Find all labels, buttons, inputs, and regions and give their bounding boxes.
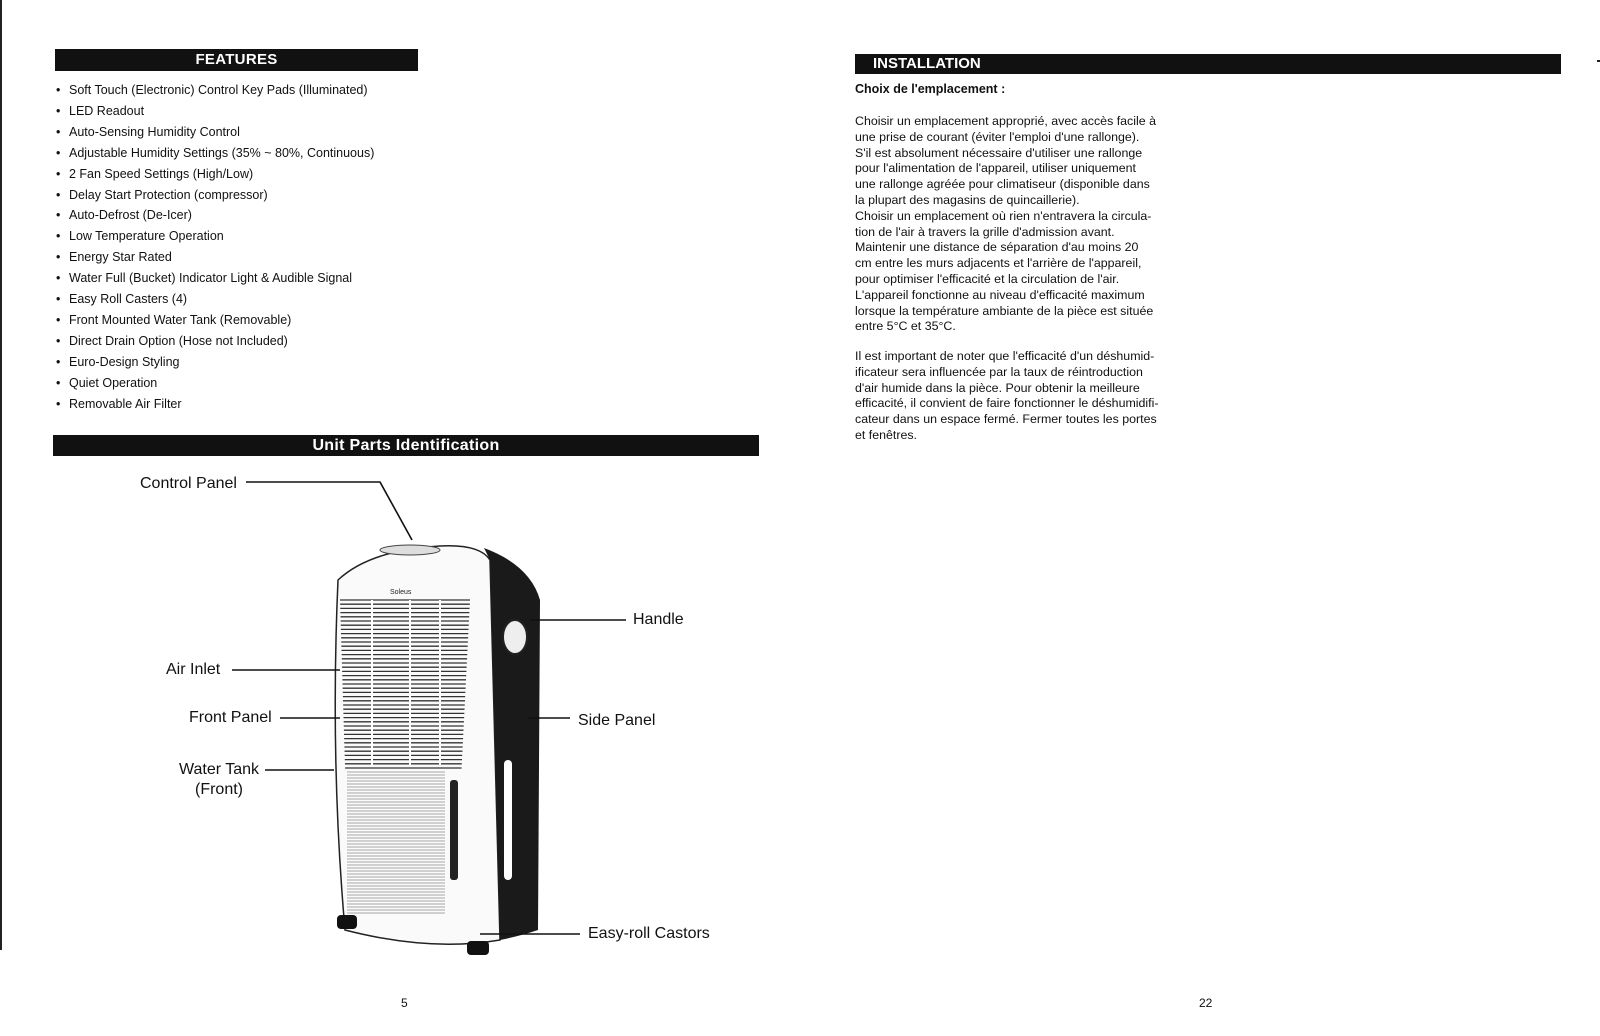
left-page-number: 5 <box>401 996 408 1010</box>
bullet-icon: • <box>56 145 61 160</box>
feature-text: Front Mounted Water Tank (Removable) <box>69 312 292 327</box>
label-easy-roll: Easy-roll Castors <box>588 925 710 942</box>
feature-text: Direct Drain Option (Hose not Included) <box>69 333 288 348</box>
feature-item <box>56 226 374 247</box>
label-side-panel: Side Panel <box>578 712 656 729</box>
bullet-icon: • <box>56 333 61 348</box>
bullet-icon: • <box>56 312 61 327</box>
bullet-icon: • <box>56 208 61 223</box>
bullet-icon: • <box>56 103 61 118</box>
paragraph-line: Choisir un emplacement où rien n'entravera la circula- <box>855 208 1152 223</box>
paragraph-line: une prise de courant (éviter l'emploi d'une rallonge). <box>855 129 1140 144</box>
feature-item <box>56 101 374 122</box>
feature-text: Soft Touch (Electronic) Control Key Pads (Illuminated) <box>69 83 368 97</box>
label-water-tank <box>177 760 261 800</box>
bullet-icon: • <box>56 271 61 286</box>
bullet-icon: • <box>56 187 61 202</box>
scan-edge-left <box>0 0 2 950</box>
paragraph-line: lorsque la température ambiante de la pièce est située <box>855 303 1154 318</box>
bullet-icon: • <box>56 375 61 390</box>
feature-text: Energy Star Rated <box>69 250 172 265</box>
unit-diagram <box>0 460 800 980</box>
paragraph-line: d'air humide dans la pièce. Pour obtenir la meilleure <box>855 380 1140 395</box>
bullet-icon: • <box>56 166 61 181</box>
paragraph-line: Il est important de noter que l'efficacité d'un déshumid- <box>855 349 1155 363</box>
right-page-number: 22 <box>1199 996 1213 1010</box>
feature-text: Removable Air Filter <box>69 396 182 411</box>
feature-item <box>56 143 374 164</box>
dehumidifier-illustration <box>0 460 800 980</box>
feature-text: Delay Start Protection (compressor) <box>69 187 268 202</box>
feature-item <box>56 247 374 268</box>
paragraph-line: L'appareil fonctionne au niveau d'efficacité maximum <box>855 287 1145 302</box>
feature-text: Low Temperature Operation <box>69 229 224 244</box>
paragraph-line: pour optimiser l'efficacité et la circulation de l'air. <box>855 271 1120 286</box>
control-panel-shape <box>380 545 440 555</box>
paragraph-line: tion de l'air à travers la grille d'admission avant. <box>855 224 1115 239</box>
feature-item <box>56 122 374 143</box>
installation-header: INSTALLATION <box>855 54 1561 74</box>
parts-header: Unit Parts Identification <box>53 435 759 456</box>
label-water-tank-text: Water Tank <box>178 761 260 778</box>
feature-text: 2 Fan Speed Settings (High/Low) <box>69 166 254 181</box>
feature-item <box>56 394 374 415</box>
feature-item <box>56 352 374 373</box>
bullet-icon: • <box>56 124 61 139</box>
feature-item <box>56 310 374 331</box>
feature-item <box>56 331 374 352</box>
paragraph-line: pour l'alimentation de l'appareil, utiliser uniquement <box>855 161 1136 176</box>
feature-text: Auto-Sensing Humidity Control <box>69 124 240 139</box>
feature-text: Auto-Defrost (De-Icer) <box>69 208 192 223</box>
paragraph-line: cateur dans un espace fermé. Fermer toutes les portes <box>855 412 1157 427</box>
installation-paragraph-1 <box>855 114 1200 335</box>
label-air-inlet: Air Inlet <box>166 661 221 678</box>
installation-paragraph-2 <box>855 349 1200 444</box>
bullet-icon: • <box>56 229 61 244</box>
bullet-icon: • <box>56 292 61 307</box>
feature-item <box>56 185 374 206</box>
paragraph-line: S'il est absolument nécessaire d'utiliser une rallonge <box>855 145 1143 160</box>
paragraph-line: et fenêtres. <box>855 427 917 442</box>
feature-item <box>56 80 374 101</box>
feature-text: Euro-Design Styling <box>69 354 180 369</box>
features-header: FEATURES <box>55 49 418 71</box>
label-front-panel: Front Panel <box>189 709 272 726</box>
paragraph-line: efficacité, il convient de faire fonctionner le déshumidifi- <box>855 396 1159 411</box>
feature-text: Quiet Operation <box>69 375 158 390</box>
bullet-icon: • <box>56 354 61 369</box>
paragraph-line: ificateur sera influencée par la taux de réintroduction <box>855 364 1143 379</box>
feature-item <box>56 268 374 289</box>
paragraph-line: entre 5°C et 35°C. <box>855 319 956 334</box>
bullet-icon: • <box>56 83 61 97</box>
feature-text: LED Readout <box>69 103 145 118</box>
features-list <box>56 80 374 415</box>
label-handle: Handle <box>633 611 684 628</box>
feature-text: Easy Roll Casters (4) <box>69 292 188 307</box>
feature-item <box>56 205 374 226</box>
paragraph-line: cm entre les murs adjacents et l'arrière de l'appareil, <box>855 256 1142 271</box>
feature-item <box>56 164 374 185</box>
paragraph-line: la plupart des magasins de quincaillerie). <box>855 192 1080 207</box>
unit-front-body <box>335 546 500 944</box>
feature-item <box>56 289 374 310</box>
paragraph-line: une rallonge agréée pour climatiseur (disponible dans <box>855 177 1150 192</box>
feature-item <box>56 373 374 394</box>
paragraph-line: Choisir un emplacement approprié, avec accès facile à <box>855 114 1156 128</box>
label-water-tank-sub: (Front) <box>195 781 243 798</box>
handle-shape <box>503 620 527 654</box>
label-control-panel: Control Panel <box>140 475 237 492</box>
bullet-icon: • <box>56 250 61 265</box>
installation-subheading: Choix de l'emplacement : <box>855 82 1006 96</box>
paragraph-line: Maintenir une distance de séparation d'au moins 20 <box>855 240 1139 255</box>
bullet-icon: • <box>56 396 61 411</box>
air-inlet-grille <box>340 600 470 768</box>
svg-text:Soleus: Soleus <box>390 589 412 596</box>
feature-text: Water Full (Bucket) Indicator Light & Audible Signal <box>69 271 353 286</box>
feature-text: Adjustable Humidity Settings (35% ~ 80%, Continuous) <box>69 145 375 160</box>
